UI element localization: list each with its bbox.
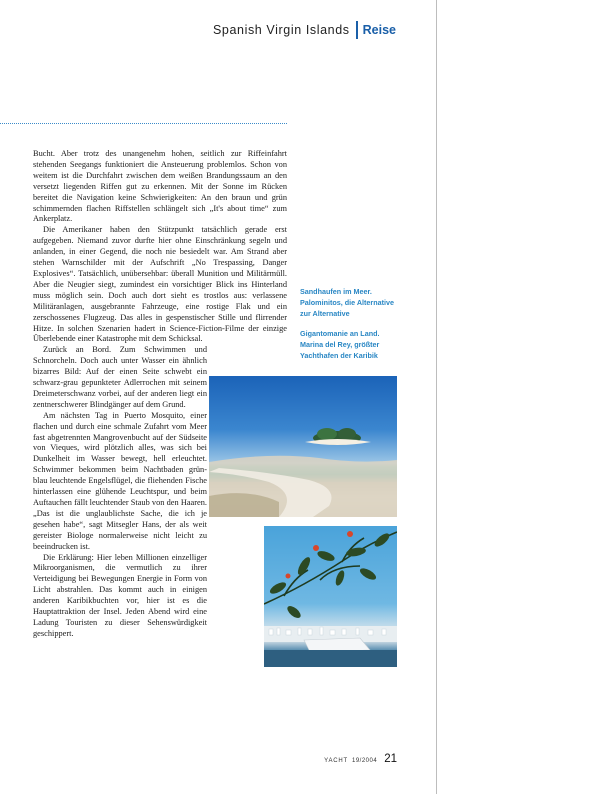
header-section: Reise (362, 23, 396, 37)
footer-issue: 19/2004 (352, 758, 378, 764)
paragraph: Zurück an Bord. Zum Schwimmen und Schnorcheln. Doch auch unter Wasser ein ähnlich bizarres Bild: Auf der einen Seite schwebt ein schwarz-grau gepunkteter Adlerrochen mit seinem Dreimeterschwanz vorbei, auf der anderen liegt ein zentnerschwerer Blindgänger auf dem Grund. (33, 345, 207, 409)
paragraph-final-text: Die Erklärung: Hier leben Millionen einzelliger Mikroorganismen, die vermutlich zu ihrer Verteidigung bei Bewegungen Energie in Form von Licht abstrahlen. Das kommt auch in einigen anderen Karibikbuchten vor, hier ist es die Hauptattraktion der Insel. Jeden Abend wird eine Ladung Touristen zu dieser Sehenswürdigkeit geschippert. (33, 552, 207, 638)
running-header (213, 21, 396, 39)
paragraph: Am nächsten Tag in Puerto Mosquito, einer flachen und durch eine schmale Zufahrt vom Meer fast abgetrennten Mangrovenbucht auf der Südseite von Vieques, wird plötzlich alles, was sich bei Dunkelheit im Wasser bewegt, hell erleuchtet. Schwimmer bekommen beim Nachtbaden grün-blau leuchtende Engelsflügel, die fliehenden Fische hinterlassen eine glühende Leuchtspur, und beim Auftauchen fällt leuchtender Staub von den Haaren. „Das ist die unglaublichste Sache, die ich je gesehen habe“, sagt Mitsegler Hans, der als weit gereister Biologe normalerweise nicht leicht zu beeindrucken ist. (33, 410, 207, 551)
paragraph-final (33, 553, 287, 640)
caption-palominitos: Sandhaufen im Meer. Palominitos, die Alternative zur Alternative (300, 287, 394, 318)
page-footer (324, 753, 397, 765)
beach-photo (209, 376, 397, 517)
footer-magazine: YACHT (324, 758, 348, 764)
caption-marina: Gigantomanie an Land. Marina del Rey, größter Yachthafen der Karibik (300, 329, 380, 360)
header-divider (356, 21, 358, 39)
paragraph: Bucht. Aber trotz des unangenehm hohen, seitlich zur Riffeinfahrt stehenden Seegangs funktioniert die Ansteuerung problemlos. Schon von weitem ist die Durchfahrt zwischen dem weißen Brandungssaum an den versetzt liegenden Riffen gut zu erkennen. Mit der Sonne im Rücken bereitet die Navigation keine Schwierigkeiten: An den braun und grün schimmernden flachen Riffstellen schlängelt sich „It's about time“ zum Ankerplatz. (33, 149, 287, 224)
marina-photo (264, 526, 397, 667)
marina-photo-illustration (264, 526, 397, 667)
page-number: 21 (384, 753, 397, 765)
dotted-separator (0, 123, 287, 124)
photo-captions (300, 287, 400, 362)
paragraph: Die Amerikaner haben den Stützpunkt tatsächlich gerade erst aufgegeben. Niemand zuvor durfte hier ohne Einschränkung segeln und anlanden, in einer Gegend, die noch nie besiedelt war. Am Strand aber stehen Warnschilder mit der Aufschrift „No Trespassing, Danger Explosives“. Tatsächlich, unübersehbar: überall Munition und Militärmüll. Aber die Neugier siegt, zumindest ein vorsichtiger Blick ins Hinterland muss möglich sein. Doch auch dort sieht es trostlos aus: verlassene Militäranlagen, ausgebrannte Fahrzeuge, eine rostige Flak und ein zerschossenes Flugzeug. Das alles in gespenstischer Stille und flirrender Hitze. In solchen Szenarien hadert in Science-Fiction-Filme der einzige Überlebende einer Katastrophe mit dem Schicksal. (33, 225, 287, 344)
header-place: Spanish Virgin Islands (212, 23, 350, 37)
page-edge-rule (436, 0, 437, 794)
beach-photo-illustration (209, 376, 397, 517)
